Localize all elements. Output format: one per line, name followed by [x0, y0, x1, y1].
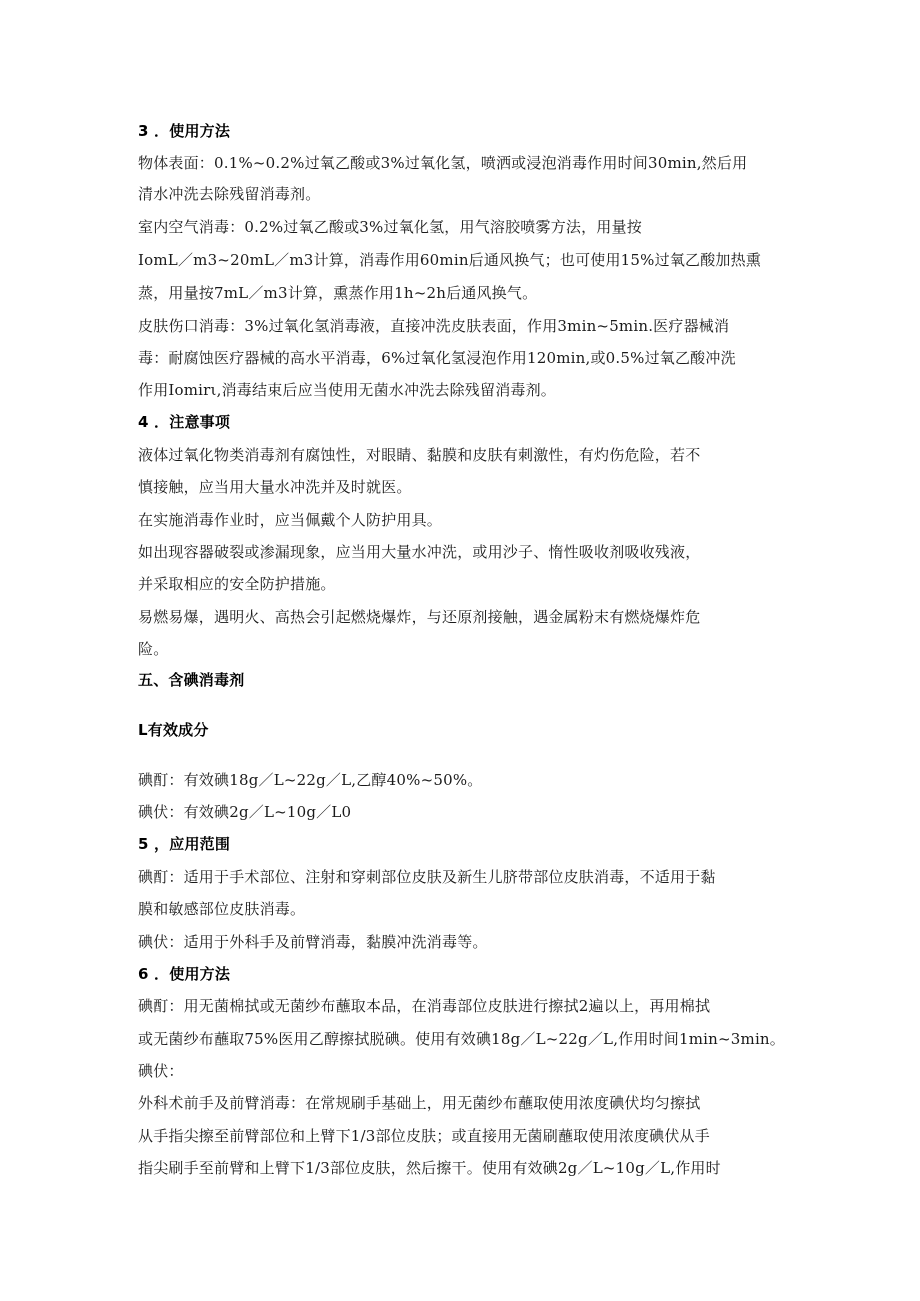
- paragraph-line: 膜和敏感部位皮肤消毒。: [138, 900, 306, 918]
- paragraph-line: 物体表面：0.1%~0.2%过氧乙酸或3%过氧化氢，喷洒或浸泡消毒作用时间30min,然后用: [138, 154, 748, 172]
- paragraph-line: 指尖刷手至前臂和上臂下1/3部位皮肤，然后擦干。使用有效碘2g／L~10g／L,作用时: [138, 1159, 721, 1177]
- paragraph-line: IomL／m3~20mL／m3计算，消毒作用60min后通风换气；也可使用15%过氧乙酸加热熏: [138, 251, 762, 269]
- paragraph-line: 碘酊：有效碘18g／L~22g／L,乙醇40%~50%。: [138, 771, 483, 789]
- chapter-heading-iodine-disinfectant: 五、含碘消毒剂: [138, 671, 245, 689]
- paragraph-line: 毒：耐腐蚀医疗器械的高水平消毒，6%过氧化氢浸泡作用120min,或0.5%过氧乙酸冲洗: [138, 349, 736, 367]
- section-heading-usage-method: 3 ．使用方法: [138, 122, 231, 140]
- paragraph-line: 碘伏：: [138, 1062, 184, 1080]
- section-heading-active-ingredients: L有效成分: [138, 721, 209, 739]
- paragraph-line: 险。: [138, 640, 169, 658]
- paragraph-line: 液体过氧化物类消毒剂有腐蚀性，对眼睛、黏膜和皮肤有刺激性，有灼伤危险，若不: [138, 446, 701, 464]
- paragraph-line: 外科术前手及前臂消毒：在常规刷手基础上，用无菌纱布蘸取使用浓度碘伏均匀擦拭: [138, 1094, 701, 1112]
- paragraph-line: 易燃易爆，遇明火、高热会引起燃烧爆炸，与还原剂接触，遇金属粉末有燃烧爆炸危: [138, 608, 701, 626]
- paragraph-line: 在实施消毒作业时，应当佩戴个人防护用具。: [138, 511, 443, 529]
- paragraph-line: 碘酊：适用于手术部位、注射和穿刺部位皮肤及新生儿脐带部位皮肤消毒，不适用于黏: [138, 868, 716, 886]
- paragraph-line: 碘伏：有效碘2g／L~10g／L0: [138, 803, 352, 821]
- paragraph-line: 如出现容器破裂或渗漏现象，应当用大量水冲洗，或用沙子、惰性吸收剂吸收残液，: [138, 543, 701, 561]
- paragraph-line: 碘酊：用无菌棉拭或无菌纱布蘸取本品，在消毒部位皮肤进行擦拭2遍以上，再用棉拭: [138, 997, 711, 1015]
- paragraph-line: 碘伏：适用于外科手及前臂消毒，黏膜冲洗消毒等。: [138, 933, 488, 951]
- section-heading-usage-method-2: 6 ．使用方法: [138, 965, 231, 983]
- paragraph-line: 并采取相应的安全防护措施。: [138, 575, 336, 593]
- section-heading-precautions: 4 ．注意事项: [138, 413, 231, 431]
- paragraph-line: 作用Iomirι,消毒结束后应当使用无菌水冲洗去除残留消毒剂。: [138, 381, 556, 399]
- paragraph-line: 室内空气消毒：0.2%过氧乙酸或3%过氧化氢，用气溶胶喷雾方法，用量按: [138, 218, 642, 236]
- paragraph-line: 皮肤伤口消毒：3%过氧化氢消毒液，直接冲洗皮肤表面，作用3min~5min.医疗器械消: [138, 317, 730, 335]
- section-heading-application-scope: 5 ，应用范围: [138, 835, 231, 853]
- paragraph-line: 或无菌纱布蘸取75%医用乙醇擦拭脱碘。使用有效碘18g／L~22g／L,作用时间1min~3min。: [138, 1030, 785, 1048]
- paragraph-line: 慎接触，应当用大量水冲洗并及时就医。: [138, 478, 412, 496]
- paragraph-line: 蒸，用量按7mL／m3计算，熏蒸作用1h~2h后通风换气。: [138, 284, 538, 302]
- paragraph-line: 清水冲洗去除残留消毒剂。: [138, 185, 321, 203]
- paragraph-line: 从手指尖擦至前臂部位和上臂下1/3部位皮肤；或直接用无菌刷蘸取使用浓度碘伏从手: [138, 1127, 710, 1145]
